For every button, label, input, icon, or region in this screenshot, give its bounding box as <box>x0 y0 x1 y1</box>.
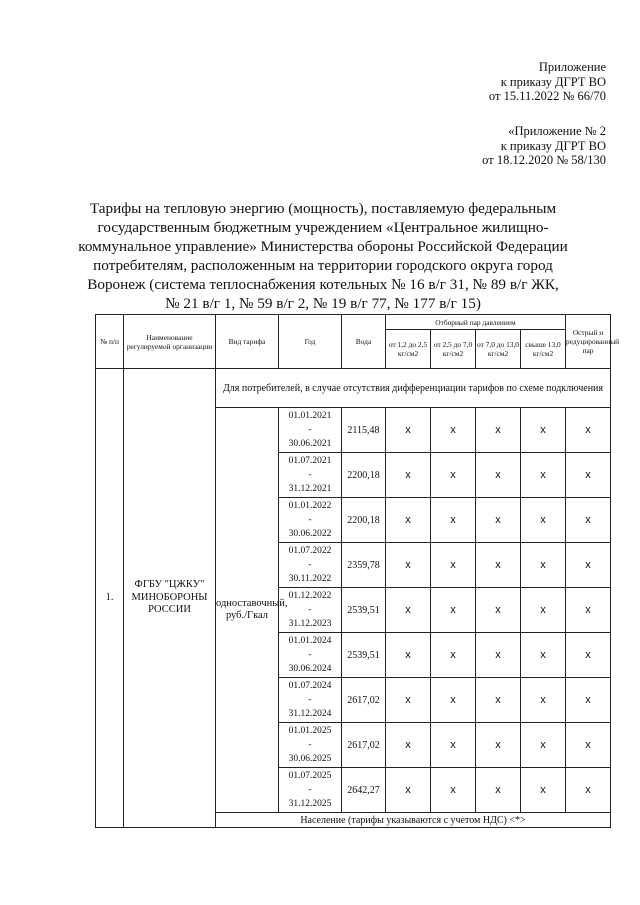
title-line: № 21 в/г 1, № 59 в/г 2, № 19 в/г 77, № 177 в/г 15) <box>165 295 481 312</box>
period-dash: - <box>308 515 312 525</box>
x-cell: х <box>476 408 521 453</box>
title-line: Тарифы на тепловую энергию (мощность), поставляемую федеральным <box>89 200 557 217</box>
x-cell: х <box>386 633 431 678</box>
period-cell <box>279 723 342 768</box>
consumers-label: Для потребителей, в случае отсутствия дифференциации тарифов по схеме подключения <box>216 369 611 408</box>
period-dash: - <box>308 740 312 750</box>
water-value: 2200,18 <box>342 453 386 498</box>
appendix-line: к приказу ДГРТ ВО <box>500 74 606 89</box>
period-from: 01.01.2021 <box>288 411 332 421</box>
period-dash: - <box>308 560 312 570</box>
period-dash: - <box>308 605 312 615</box>
title-line: потребителям, расположенным на территории городского округа город <box>93 257 553 274</box>
period-cell <box>279 543 342 588</box>
header-num: № п/п <box>96 315 124 369</box>
x-cell: х <box>476 543 521 588</box>
x-cell: х <box>521 408 566 453</box>
appendix-line: Приложение <box>538 60 606 74</box>
water-value: 2642,27 <box>342 768 386 813</box>
x-cell: х <box>521 543 566 588</box>
tariff-table <box>95 314 620 828</box>
population-label: Население (тарифы указываются с учетом НДС) <*> <box>216 813 611 828</box>
x-cell: х <box>521 768 566 813</box>
water-value: 2617,02 <box>342 678 386 723</box>
x-cell: х <box>521 633 566 678</box>
header-acute-steam: Острый и редуцированный пар <box>566 315 611 369</box>
water-value: 2359,78 <box>342 543 386 588</box>
period-dash: - <box>308 470 312 480</box>
period-dash: - <box>308 650 312 660</box>
x-cell: х <box>431 408 476 453</box>
x-cell: х <box>566 453 611 498</box>
period-cell <box>279 768 342 813</box>
period-cell <box>279 408 342 453</box>
appendix2-line: от 18.12.2020 № 58/130 <box>482 153 606 167</box>
x-cell: х <box>521 453 566 498</box>
appendix2-line: к приказу ДГРТ ВО <box>500 138 606 153</box>
x-cell: х <box>566 498 611 543</box>
header-steam-3: от 7,0 до 13,0 кг/см2 <box>476 330 521 369</box>
x-cell: х <box>386 678 431 723</box>
appendix2-header <box>482 124 606 168</box>
x-cell: х <box>386 453 431 498</box>
period-dash: - <box>308 785 312 795</box>
x-cell: х <box>521 498 566 543</box>
period-from: 01.01.2025 <box>288 726 332 736</box>
period-from: 01.01.2024 <box>288 636 332 646</box>
appendix-header <box>489 60 606 104</box>
x-cell: х <box>386 543 431 588</box>
x-cell: х <box>566 723 611 768</box>
period-to: 30.06.2022 <box>288 529 332 539</box>
period-cell <box>279 678 342 723</box>
x-cell: х <box>476 768 521 813</box>
title-line: Воронеж (система теплоснабжения котельных № 16 в/г 31, № 89 в/г ЖК, <box>87 276 559 293</box>
period-to: 31.12.2024 <box>288 709 332 719</box>
water-value: 2539,51 <box>342 633 386 678</box>
x-cell: х <box>566 678 611 723</box>
x-cell: х <box>521 588 566 633</box>
period-to: 30.06.2024 <box>288 664 332 674</box>
x-cell: х <box>566 768 611 813</box>
period-cell <box>279 453 342 498</box>
period-to: 30.06.2025 <box>288 754 332 764</box>
period-from: 01.07.2022 <box>288 546 332 556</box>
org-name: ФГБУ "ЦЖКУ" МИНОБОРОНЫ РОССИИ <box>124 369 216 828</box>
x-cell: х <box>566 408 611 453</box>
header-org: Наименование регулируемой организации <box>124 315 216 369</box>
header-water: Вода <box>342 315 386 369</box>
period-to: 31.12.2025 <box>288 799 332 809</box>
x-cell: х <box>476 498 521 543</box>
x-cell: х <box>431 588 476 633</box>
title-line: коммунальное управление» Министерства обороны Российской Федерации <box>78 238 568 255</box>
appendix-line: от 15.11.2022 № 66/70 <box>488 89 606 103</box>
x-cell: х <box>566 543 611 588</box>
x-cell: х <box>386 768 431 813</box>
period-cell <box>279 498 342 543</box>
x-cell: х <box>386 408 431 453</box>
x-cell: х <box>386 588 431 633</box>
x-cell: х <box>431 633 476 678</box>
period-from: 01.07.2024 <box>288 681 332 691</box>
x-cell: х <box>431 543 476 588</box>
header-steam: Отборный пар давлением <box>386 315 566 330</box>
period-cell <box>279 633 342 678</box>
x-cell: х <box>431 768 476 813</box>
period-to: 30.11.2022 <box>288 574 332 584</box>
header-steam-2: от 2,5 до 7,0 кг/см2 <box>431 330 476 369</box>
period-to: 30.06.2021 <box>288 439 332 449</box>
x-cell: х <box>476 588 521 633</box>
period-cell <box>279 588 342 633</box>
water-value: 2200,18 <box>342 498 386 543</box>
water-value: 2115,48 <box>342 408 386 453</box>
header-steam-4: свыше 13,0 кг/см2 <box>521 330 566 369</box>
appendix2-line: «Приложение № 2 <box>508 124 606 138</box>
document-title <box>60 199 586 313</box>
period-from: 01.12.2022 <box>288 591 332 601</box>
x-cell: х <box>431 498 476 543</box>
period-from: 01.07.2021 <box>288 456 332 466</box>
header-steam-1: от 1,2 до 2,5 кг/см2 <box>386 330 431 369</box>
water-value: 2617,02 <box>342 723 386 768</box>
row-number: 1. <box>96 369 124 828</box>
x-cell: х <box>476 678 521 723</box>
x-cell: х <box>431 453 476 498</box>
water-value: 2539,51 <box>342 588 386 633</box>
x-cell: х <box>566 588 611 633</box>
x-cell: х <box>386 498 431 543</box>
x-cell: х <box>476 453 521 498</box>
header-tariff-type: Вид тарифа <box>216 315 279 369</box>
title-line: государственным бюджетным учреждением «Центральное жилищно- <box>97 219 549 236</box>
x-cell: х <box>521 723 566 768</box>
x-cell: х <box>566 633 611 678</box>
x-cell: х <box>521 678 566 723</box>
period-from: 01.07.2025 <box>288 771 332 781</box>
x-cell: х <box>476 633 521 678</box>
period-to: 31.12.2021 <box>288 484 332 494</box>
period-dash: - <box>308 425 312 435</box>
period-dash: - <box>308 695 312 705</box>
header-year: Год <box>279 315 342 369</box>
tariff-type: одноставочный, руб./Гкал <box>216 408 279 813</box>
x-cell: х <box>431 678 476 723</box>
x-cell: х <box>431 723 476 768</box>
period-from: 01.01.2022 <box>288 501 332 511</box>
x-cell: х <box>386 723 431 768</box>
x-cell: х <box>476 723 521 768</box>
period-to: 31.12.2023 <box>288 619 332 629</box>
